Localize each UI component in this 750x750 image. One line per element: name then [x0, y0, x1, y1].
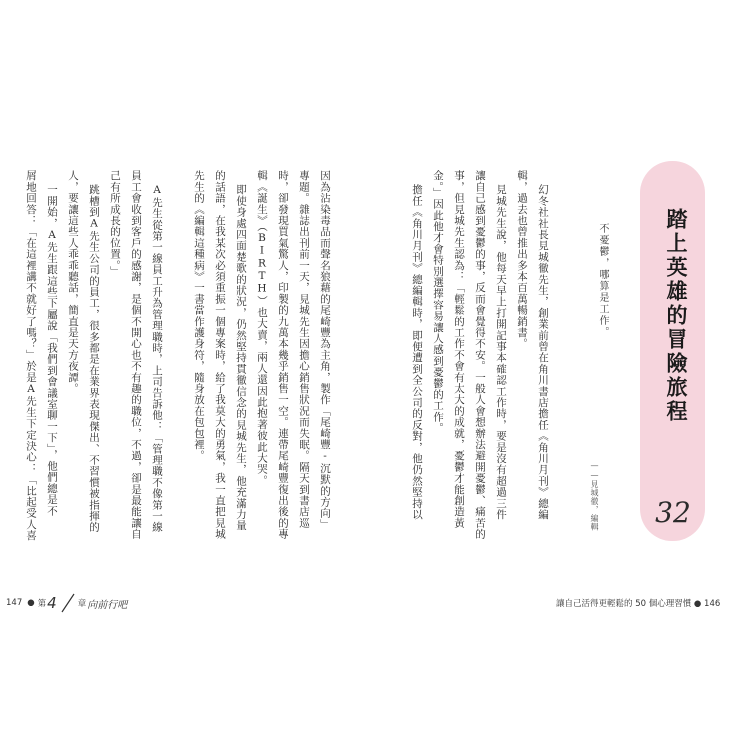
right-column: 幻冬社社長見城徹先生，創業前曾在角川書店擔任《角川月刊》總編 [537, 184, 549, 520]
left-column: 跳槽到A先生公司的員工，很多都是在業界表現傑出、不習慣被指揮的 [88, 184, 100, 533]
left-column: 一開始，A先生跟這些下屬說「我們到會議室聊一下」，他們總是不 [46, 184, 58, 517]
left-column: 己有所成長的位置。」 [109, 170, 121, 277]
left-column: 專題。雜誌出刊前一天，見城先生因擔心銷售狀況而失眠。隔天到書店巡 [298, 170, 310, 529]
right-column: 事，但見城先生認為：「輕鬆的工作不會有太大的成就，憂鬱才能創造黃 [453, 170, 465, 529]
left-column: 屑地回答：「在這裡講不就好了嗎？」於是A先生下定決心：「比起受人喜 [25, 170, 37, 542]
left-column: 人，要讓這些人乖乖聽話，簡直是天方夜譚。 [67, 170, 79, 394]
left-column: 的話語，在我某次必須重振一個專案時，給了我莫大的勇氣，我一直把見城 [214, 170, 226, 540]
chapter-suffix: 章 [77, 599, 87, 609]
left-column: 時，卻發現買氣驚人，印製的九萬本幾乎銷售一空。連帶尾崎豐復出後的專 [277, 170, 289, 540]
bullet-icon: ● [27, 598, 35, 608]
chapter-number-badge: 32 [655, 496, 691, 529]
right-column: 讓自己感到憂鬱的事，反而會覺得不安。一般人會想辦法避開憂鬱、痛苦的 [474, 170, 486, 540]
chapter-number: 4 [47, 594, 57, 612]
chapter-slash-icon [59, 593, 77, 613]
left-column: 員工會收到客戶的感謝，是個不開心也不有趣的職位，不過，卻是最能讓自 [130, 170, 142, 540]
chapter-prefix: 第 [37, 599, 47, 609]
left-footer [6, 593, 127, 613]
chapter-subtitle: 不憂鬱，哪算是工作。 [597, 223, 608, 338]
right-footer: 讓自己活得更輕鬆的 50 個心理習慣 ● 146 [556, 599, 721, 609]
right-column: 見城先生說，他每天早上打開記事本確認工作時，要是沒有超過三件 [495, 184, 507, 520]
left-column: 先生的《編輯這種病》一書當作護身符，隨身放在包包裡。 [193, 170, 205, 462]
chapter-title: 踏上英雄的冒險旅程 [664, 208, 689, 424]
chapter-title-script: 向前行吧 [87, 599, 128, 611]
left-column: 即使身處四面楚歌的狀況，仍然堅持貫徹信念的見城先生，他充滿力量 [235, 184, 247, 532]
left-column: 因為沾染毒品而聲名狼藉的尾崎豐為主角，製作「尾崎豐-沉默的方向」 [319, 170, 331, 530]
right-column: 輯，過去也曾推出多本百萬暢銷書。 [516, 170, 528, 350]
right-column: 擔任《角川月刊》總編輯時，即便遭到全公司的反對，他仍然堅持以 [411, 184, 423, 520]
left-column: A先生從第一線員工升為管理職時，上司告訴他：「管理職不像第一線 [151, 184, 163, 533]
quote-attribution: ——見城徹，編輯 [590, 461, 599, 531]
right-column: 金。」因此他才會特別選擇容易讓人感到憂鬱的工作。 [432, 170, 444, 434]
left-column: 輯《誕生》（BIRTH）也大賣，兩人還因此抱著彼此大哭。 [256, 170, 268, 486]
page-number: 147 [6, 598, 23, 608]
